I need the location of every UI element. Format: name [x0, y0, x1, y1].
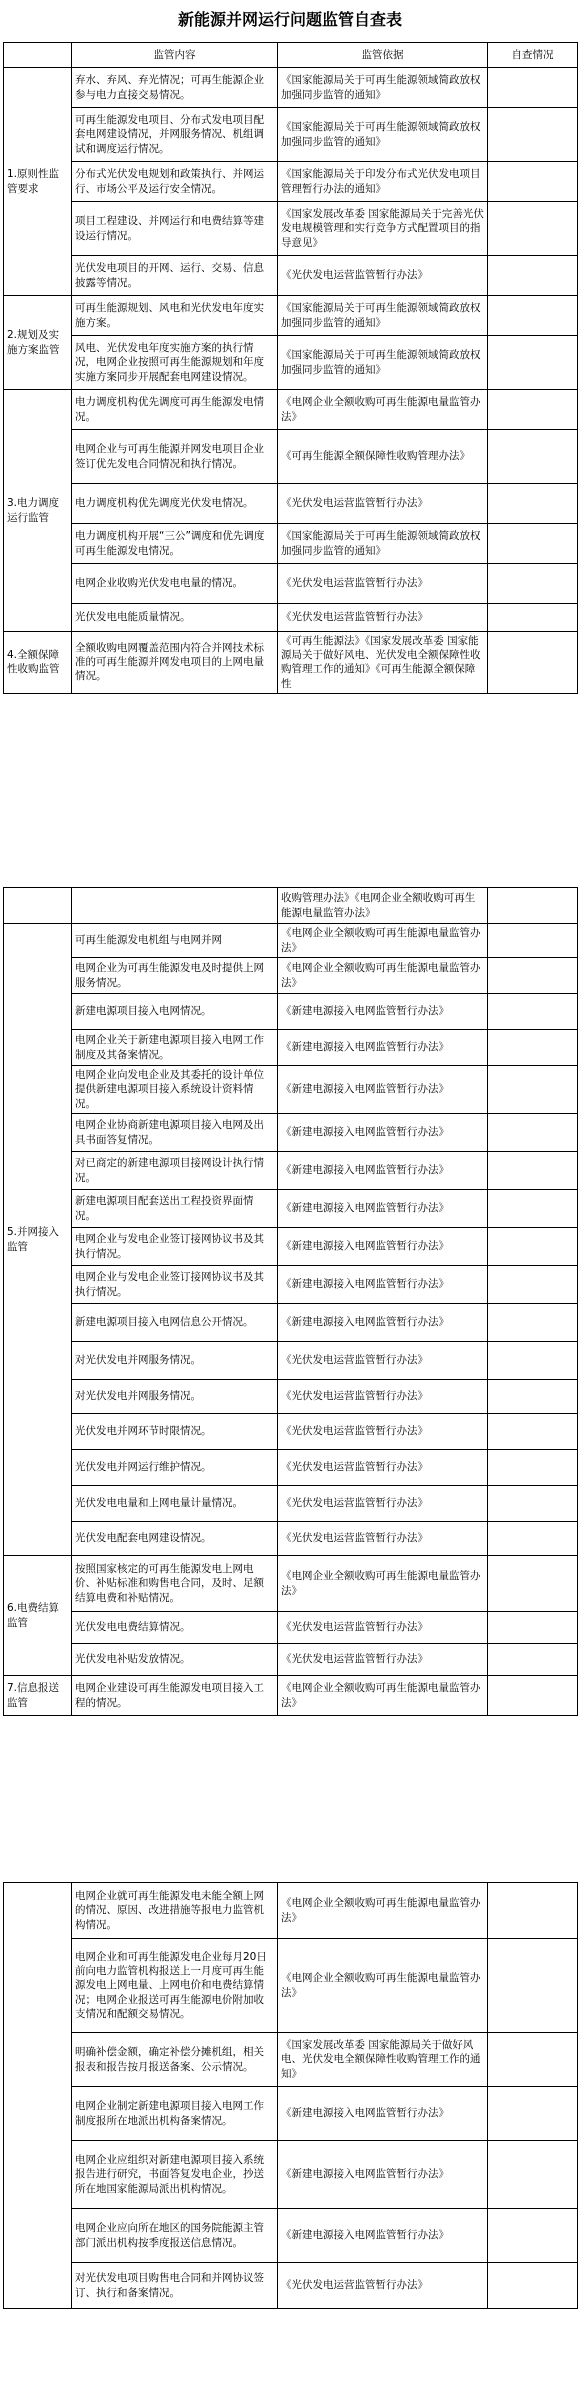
table-row	[4, 524, 578, 564]
self-check-cell[interactable]	[488, 564, 578, 604]
basis-cell: 《新建电源接入电网监管暂行办法》	[278, 994, 488, 1030]
basis-cell: 《电网企业全额收购可再生能源电量监管办法》	[278, 1676, 488, 1716]
table-header-row	[4, 43, 578, 68]
self-check-cell[interactable]	[488, 1883, 578, 1939]
content-cell: 可再生能源规划、风电和光伏发电年度实施方案。	[72, 296, 278, 336]
header-content: 监管内容	[72, 43, 278, 68]
category-cell	[4, 888, 72, 924]
self-check-cell[interactable]	[488, 108, 578, 162]
self-check-cell[interactable]	[488, 162, 578, 202]
basis-cell: 《电网企业全额收购可再生能源电量监管办法》	[278, 390, 488, 430]
content-cell: 可再生能源发电项目、分布式发电项目配套电网建设情况，并网服务情况、机组调试和调度运行情况。	[72, 108, 278, 162]
self-check-table-part-2	[3, 887, 578, 1716]
basis-cell: 《光伏发电运营监管暂行办法》	[278, 2263, 488, 2309]
self-check-cell[interactable]	[488, 2141, 578, 2209]
basis-cell: 《新建电源接入电网监管暂行办法》	[278, 1304, 488, 1342]
basis-cell: 《光伏发电运营监管暂行办法》	[278, 564, 488, 604]
content-cell: 弃水、弃风、弃光情况；可再生能源企业参与电力直接交易情况。	[72, 68, 278, 108]
category-cell: 6.电费结算监管	[4, 1556, 72, 1676]
self-check-cell[interactable]	[488, 994, 578, 1030]
table-row	[4, 1676, 578, 1716]
table-row	[4, 1342, 578, 1380]
basis-cell: 《光伏发电运营监管暂行办法》	[278, 604, 488, 632]
self-check-cell[interactable]	[488, 68, 578, 108]
content-cell: 电网企业与可再生能源并网发电项目企业签订优先发电合同情况和执行情况。	[72, 430, 278, 484]
content-cell: 对已商定的新建电源项目接网设计执行情况。	[72, 1152, 278, 1190]
basis-cell: 《光伏发电运营监管暂行办法》	[278, 1486, 488, 1522]
content-cell: 对光伏发电并网服务情况。	[72, 1342, 278, 1380]
self-check-cell[interactable]	[488, 2209, 578, 2263]
content-cell: 电网企业收购光伏发电电量的情况。	[72, 564, 278, 604]
header-basis: 监管依据	[278, 43, 488, 68]
table-row	[4, 564, 578, 604]
self-check-cell[interactable]	[488, 1190, 578, 1228]
self-check-cell[interactable]	[488, 1266, 578, 1304]
table-row	[4, 2087, 578, 2141]
self-check-cell[interactable]	[488, 1939, 578, 2033]
basis-cell: 《电网企业全额收购可再生能源电量监管办法》	[278, 924, 488, 958]
table-row	[4, 1304, 578, 1342]
content-cell: 光伏发电电量和上网电量计量情况。	[72, 1486, 278, 1522]
table-row	[4, 390, 578, 430]
content-cell: 电网企业建设可再生能源发电项目接入工程的情况。	[72, 1676, 278, 1716]
content-cell: 电网企业协商新建电源项目接入电网及出具书面答复情况。	[72, 1114, 278, 1152]
table-row	[4, 994, 578, 1030]
basis-cell: 《光伏发电运营监管暂行办法》	[278, 1380, 488, 1414]
basis-cell: 《新建电源接入电网监管暂行办法》	[278, 1266, 488, 1304]
content-cell: 电网企业与发电企业签订接网协议书及其执行情况。	[72, 1266, 278, 1304]
content-cell: 风电、光伏发电年度实施方案的执行情况，电网企业按照可再生能源规划和年度实施方案同步开展配套电网建设情况。	[72, 336, 278, 390]
self-check-table-part-1	[3, 42, 578, 694]
content-cell: 新建电源项目配套送出工程投资界面情况。	[72, 1190, 278, 1228]
self-check-cell[interactable]	[488, 430, 578, 484]
page-title: 新能源并网运行问题监管自查表	[177, 10, 402, 29]
content-cell: 可再生能源发电机组与电网并网	[72, 924, 278, 958]
self-check-cell[interactable]	[488, 390, 578, 430]
table-row	[4, 1114, 578, 1152]
self-check-cell[interactable]	[488, 1066, 578, 1114]
content-cell: 新建电源项目接入电网信息公开情况。	[72, 1304, 278, 1342]
table-row	[4, 604, 578, 632]
table-row	[4, 1522, 578, 1556]
basis-cell: 《光伏发电运营监管暂行办法》	[278, 484, 488, 524]
content-cell: 电力调度机构优先调度光伏发电情况。	[72, 484, 278, 524]
content-cell: 电网企业关于新建电源项目接入电网工作制度及其备案情况。	[72, 1030, 278, 1066]
table-row	[4, 68, 578, 108]
self-check-cell[interactable]	[488, 604, 578, 632]
basis-cell: 《电网企业全额收购可再生能源电量监管办法》	[278, 1556, 488, 1612]
table-row	[4, 202, 578, 256]
content-cell: 电网企业向发电企业及其委托的设计单位提供新建电源项目接入系统设计资料情况。	[72, 1066, 278, 1114]
basis-cell: 《光伏发电运营监管暂行办法》	[278, 1612, 488, 1644]
table-row	[4, 256, 578, 296]
table-row	[4, 484, 578, 524]
header-category	[4, 43, 72, 68]
self-check-cell[interactable]	[488, 888, 578, 924]
basis-cell: 《新建电源接入电网监管暂行办法》	[278, 1152, 488, 1190]
header-self-check: 自查情况	[488, 43, 578, 68]
self-check-cell[interactable]	[488, 1114, 578, 1152]
content-cell: 光伏发电补贴发放情况。	[72, 1644, 278, 1676]
table-row	[4, 1486, 578, 1522]
content-cell: 电网企业应向所在地区的国务院能源主管部门派出机构按季度报送信息情况。	[72, 2209, 278, 2263]
self-check-table-part-3	[3, 1882, 578, 2309]
self-check-cell[interactable]	[488, 1450, 578, 1486]
category-cell: 4.全额保障性收购监管	[4, 632, 72, 694]
self-check-cell[interactable]	[488, 1676, 578, 1716]
content-cell	[72, 888, 278, 924]
content-cell: 明确补偿金额，确定补偿分摊机组，相关报表和报告按月报送备案、公示情况。	[72, 2033, 278, 2087]
basis-cell: 《国家能源局关于印发分布式光伏发电项目管理暂行办法的通知》	[278, 162, 488, 202]
self-check-cell[interactable]	[488, 924, 578, 958]
content-cell: 按照国家核定的可再生能源发电上网电价、补贴标准和购售电合同，及时、足额结算电费和补贴情况。	[72, 1556, 278, 1612]
basis-cell: 《国家能源局关于可再生能源领域简政放权加强同步监管的通知》	[278, 108, 488, 162]
basis-cell: 《光伏发电运营监管暂行办法》	[278, 1644, 488, 1676]
table-row	[4, 430, 578, 484]
basis-cell: 《国家能源局关于可再生能源领域简政放权加强同步监管的通知》	[278, 524, 488, 564]
basis-cell: 《光伏发电运营监管暂行办法》	[278, 1342, 488, 1380]
self-check-cell[interactable]	[488, 2033, 578, 2087]
self-check-cell[interactable]	[488, 958, 578, 994]
table-row	[4, 924, 578, 958]
table-row	[4, 1612, 578, 1644]
basis-cell: 《国家能源局关于可再生能源领域简政放权加强同步监管的通知》	[278, 68, 488, 108]
basis-cell: 《新建电源接入电网监管暂行办法》	[278, 1190, 488, 1228]
content-cell: 对光伏发电项目购售电合同和并网协议签订、执行和备案情况。	[72, 2263, 278, 2309]
content-cell: 电网企业应组织对新建电源项目接入系统报告进行研究，书面答复发电企业，抄送所在地国家能源局派出机构情况。	[72, 2141, 278, 2209]
basis-cell: 《新建电源接入电网监管暂行办法》	[278, 2209, 488, 2263]
table-row	[4, 1414, 578, 1450]
basis-cell: 《新建电源接入电网监管暂行办法》	[278, 1030, 488, 1066]
self-check-cell[interactable]	[488, 1304, 578, 1342]
basis-cell: 《光伏发电运营监管暂行办法》	[278, 256, 488, 296]
self-check-cell[interactable]	[488, 1152, 578, 1190]
self-check-cell[interactable]	[488, 632, 578, 694]
content-cell: 光伏发电并网运行维护情况。	[72, 1450, 278, 1486]
table-row	[4, 1883, 578, 1939]
self-check-cell[interactable]	[488, 1644, 578, 1676]
table-row	[4, 1266, 578, 1304]
self-check-cell[interactable]	[488, 1486, 578, 1522]
content-cell: 光伏发电电费结算情况。	[72, 1612, 278, 1644]
basis-cell: 《可再生能源全额保障性收购管理办法》	[278, 430, 488, 484]
table-row	[4, 2033, 578, 2087]
basis-cell: 《光伏发电运营监管暂行办法》	[278, 1414, 488, 1450]
content-cell: 全额收购电网覆盖范围内符合并网技术标准的可再生能源并网发电项目的上网电量情况。	[72, 632, 278, 694]
content-cell: 电力调度机构开展“三公”调度和优先调度可再生能源发电情况。	[72, 524, 278, 564]
content-cell: 电力调度机构优先调度可再生能源发电情况。	[72, 390, 278, 430]
self-check-cell[interactable]	[488, 202, 578, 256]
category-cell: 1.原则性监管要求	[4, 68, 72, 296]
content-cell: 项目工程建设、并网运行和电费结算等建设运行情况。	[72, 202, 278, 256]
content-cell: 光伏发电项目的开网、运行、交易、信息披露等情况。	[72, 256, 278, 296]
category-cell: 2.规划及实施方案监管	[4, 296, 72, 390]
self-check-cell[interactable]	[488, 1380, 578, 1414]
self-check-cell[interactable]	[488, 1522, 578, 1556]
category-cell: 5.并网接入监管	[4, 924, 72, 1556]
content-cell: 电网企业就可再生能源发电未能全额上网的情况、原因、改进措施等报电力监管机构情况。	[72, 1883, 278, 1939]
self-check-cell[interactable]	[488, 1612, 578, 1644]
content-cell: 分布式光伏发电规划和政策执行、并网运行、市场公平及运行安全情况。	[72, 162, 278, 202]
category-cell	[4, 1883, 72, 2309]
content-cell: 电网企业制定新建电源项目接入电网工作制度报所在地派出机构备案情况。	[72, 2087, 278, 2141]
self-check-cell[interactable]	[488, 256, 578, 296]
self-check-cell[interactable]	[488, 1556, 578, 1612]
content-cell: 对光伏发电并网服务情况。	[72, 1380, 278, 1414]
basis-cell: 《新建电源接入电网监管暂行办法》	[278, 1066, 488, 1114]
basis-cell: 《国家发展改革委 国家能源局关于做好风电、光伏发电全额保障性收购管理工作的通知》	[278, 2033, 488, 2087]
table-row	[4, 1190, 578, 1228]
self-check-cell[interactable]	[488, 1342, 578, 1380]
table-row	[4, 336, 578, 390]
table-row	[4, 632, 578, 694]
basis-cell: 《新建电源接入电网监管暂行办法》	[278, 1228, 488, 1266]
table-row	[4, 2209, 578, 2263]
table-row	[4, 1228, 578, 1266]
table-row	[4, 1939, 578, 2033]
self-check-cell[interactable]	[488, 1228, 578, 1266]
self-check-cell[interactable]	[488, 1414, 578, 1450]
basis-cell: 《电网企业全额收购可再生能源电量监管办法》	[278, 1939, 488, 2033]
table-row	[4, 1380, 578, 1414]
basis-cell: 《电网企业全额收购可再生能源电量监管办法》	[278, 1883, 488, 1939]
table-row	[4, 296, 578, 336]
basis-cell: 《可再生能源法》《国家发展改革委 国家能源局关于做好风电、光伏发电全额保障性收购管理工作的通知》《可再生能源全额保障性	[278, 632, 488, 694]
basis-cell: 《国家能源局关于可再生能源领域简政放权加强同步监管的通知》	[278, 296, 488, 336]
basis-cell: 《新建电源接入电网监管暂行办法》	[278, 1114, 488, 1152]
category-cell: 7.信息报送监管	[4, 1676, 72, 1716]
table-row	[4, 1450, 578, 1486]
self-check-cell[interactable]	[488, 296, 578, 336]
self-check-cell[interactable]	[488, 524, 578, 564]
table-row	[4, 1152, 578, 1190]
self-check-cell[interactable]	[488, 484, 578, 524]
category-cell: 3.电力调度运行监管	[4, 390, 72, 632]
table-row	[4, 1066, 578, 1114]
basis-cell: 《国家能源局关于可再生能源领域简政放权加强同步监管的通知》	[278, 336, 488, 390]
table-row	[4, 1556, 578, 1612]
self-check-cell[interactable]	[488, 1030, 578, 1066]
content-cell: 电网企业与发电企业签订接网协议书及其执行情况。	[72, 1228, 278, 1266]
table-row	[4, 958, 578, 994]
table-row	[4, 888, 578, 924]
table-row	[4, 108, 578, 162]
self-check-cell[interactable]	[488, 2087, 578, 2141]
content-cell: 电网企业和可再生能源发电企业每月20日前向电力监管机构报送上一月度可再生能源发电上网电量、上网电价和电费结算情况；电网企业报送可再生能源电价附加收支情况和配额交易情况。	[72, 1939, 278, 2033]
content-cell: 电网企业为可再生能源发电及时提供上网服务情况。	[72, 958, 278, 994]
basis-cell: 《新建电源接入电网监管暂行办法》	[278, 2141, 488, 2209]
table-row	[4, 1644, 578, 1676]
basis-cell: 《光伏发电运营监管暂行办法》	[278, 1522, 488, 1556]
basis-cell: 《电网企业全额收购可再生能源电量监管办法》	[278, 958, 488, 994]
basis-cell: 收购管理办法》《电网企业全额收购可再生能源电量监管办法》	[278, 888, 488, 924]
basis-cell: 《新建电源接入电网监管暂行办法》	[278, 2087, 488, 2141]
content-cell: 光伏发电电能质量情况。	[72, 604, 278, 632]
basis-cell: 《光伏发电运营监管暂行办法》	[278, 1450, 488, 1486]
self-check-cell[interactable]	[488, 336, 578, 390]
content-cell: 光伏发电配套电网建设情况。	[72, 1522, 278, 1556]
content-cell: 新建电源项目接入电网情况。	[72, 994, 278, 1030]
table-row	[4, 1030, 578, 1066]
table-row	[4, 162, 578, 202]
self-check-cell[interactable]	[488, 2263, 578, 2309]
table-row	[4, 2263, 578, 2309]
content-cell: 光伏发电并网环节时限情况。	[72, 1414, 278, 1450]
table-row	[4, 2141, 578, 2209]
basis-cell: 《国家发展改革委 国家能源局关于完善光伏发电规模管理和实行竞争方式配置项目的指导意见》	[278, 202, 488, 256]
